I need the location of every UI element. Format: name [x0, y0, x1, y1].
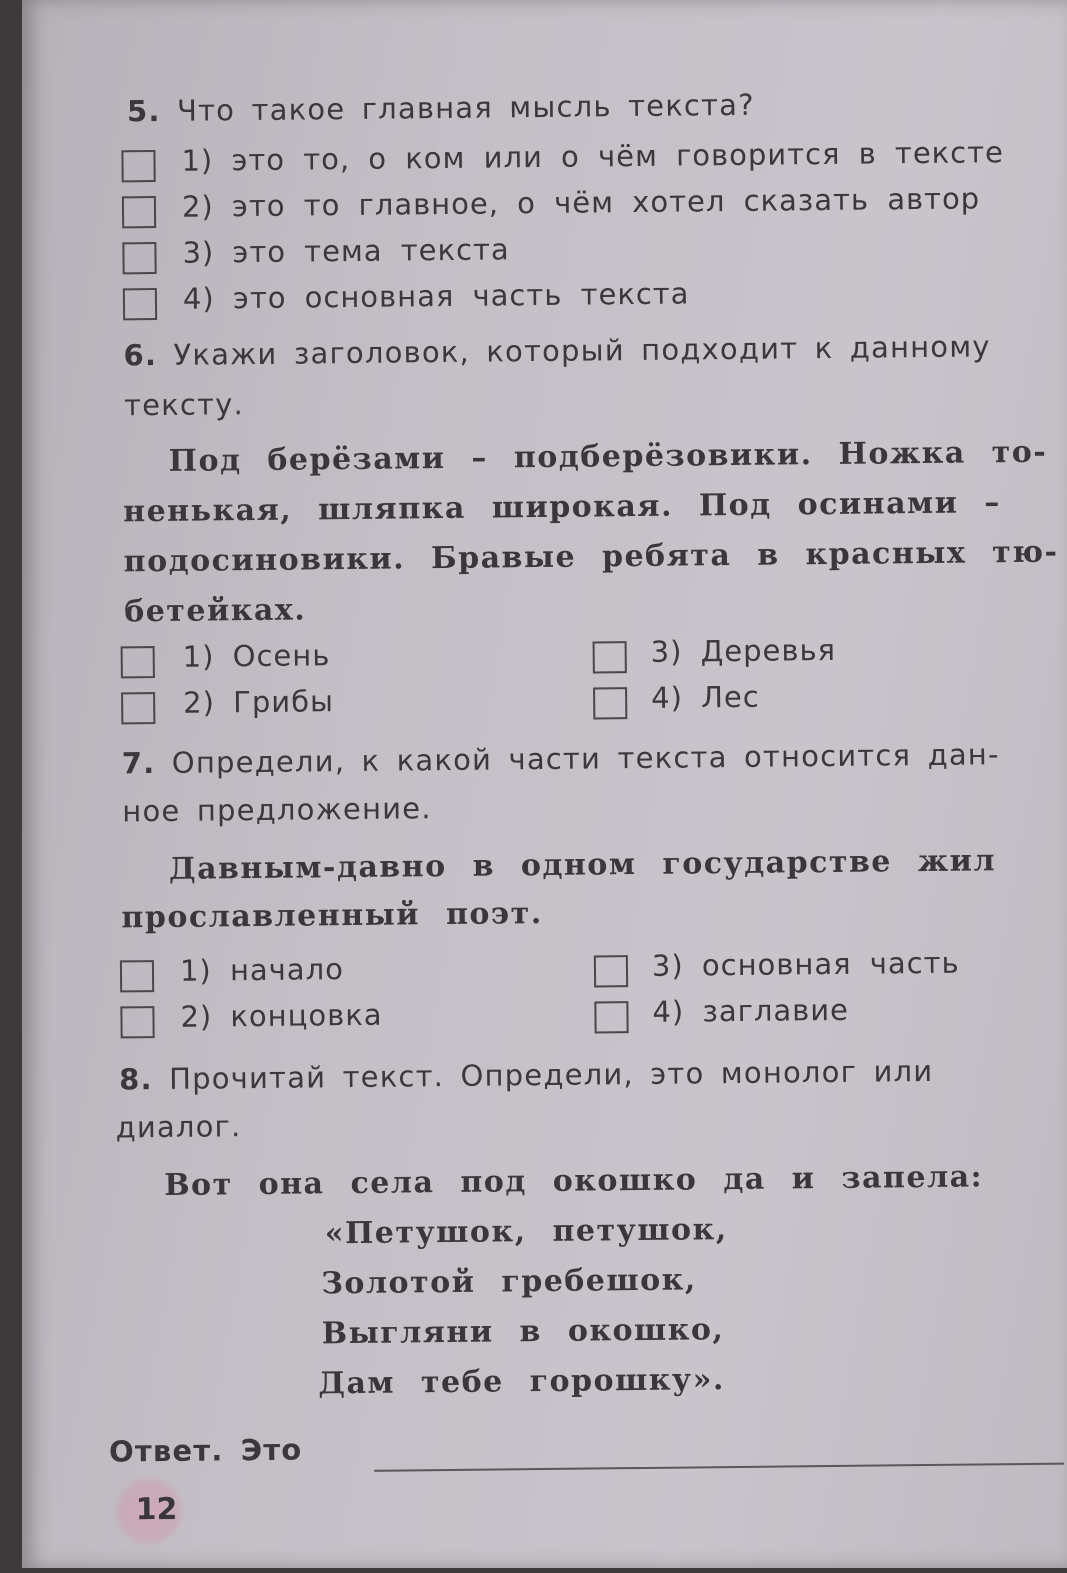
q6-option-1-label: 1) Осень [182, 638, 331, 674]
q6-passage-line4: бетейках. [124, 592, 307, 630]
q7-passage-line1: Давным-давно в одном государстве жил [168, 843, 997, 887]
question-5-number: 5. [126, 93, 161, 129]
q6-option-2-checkbox[interactable] [121, 692, 155, 724]
q5-option-4-checkbox[interactable] [123, 288, 157, 320]
q7-passage-line2: прославленный поэт. [121, 896, 543, 936]
q5-option-1-checkbox[interactable] [121, 150, 155, 182]
q7-option-3-checkbox[interactable] [594, 955, 628, 987]
q8-poem-line2: Золотой гребешок, [321, 1262, 697, 1302]
answer-label: Ответ. Это [108, 1432, 303, 1469]
q6-passage-line1: Под берёзами – подберёзовики. Ножка то- [168, 434, 1048, 479]
page-number: 12 [135, 1491, 178, 1528]
q5-option-2-label: 2) это то главное, о чём хотел сказать автор [181, 181, 981, 224]
question-6-text-line1: Укажи заголовок, который подходит к данному [173, 329, 991, 372]
question-7-text-line1: Определи, к какой части текста относится дан- [171, 737, 1000, 780]
q5-option-4-label: 4) это основная часть текста [182, 276, 690, 316]
q8-poem-line3: Выгляни в окошко, [321, 1312, 725, 1352]
q7-option-1-label: 1) начало [179, 952, 345, 988]
q6-option-3-checkbox[interactable] [593, 641, 627, 673]
question-7-number: 7. [121, 746, 156, 781]
q7-option-4-checkbox[interactable] [594, 1001, 628, 1033]
q5-option-2-checkbox[interactable] [122, 196, 156, 228]
page-number-badge [113, 1474, 184, 1549]
workbook-page [22, 0, 1067, 1568]
question-7-heading [122, 737, 1000, 780]
q8-poem-line4: Дам тебе горошку». [318, 1362, 726, 1402]
q7-option-2-checkbox[interactable] [120, 1006, 154, 1038]
q6-option-4-label: 4) Лес [650, 679, 760, 715]
q6-option-4-checkbox[interactable] [593, 687, 627, 719]
q7-option-1-checkbox[interactable] [120, 960, 154, 992]
page-content [14, 0, 1067, 1573]
question-7-text-line2: ное предложение. [122, 791, 432, 829]
question-8-heading [119, 1054, 934, 1097]
answer-input-line[interactable] [374, 1463, 1064, 1472]
q6-option-1-checkbox[interactable] [121, 646, 155, 678]
q6-passage-line3: подосиновики. Бравые ребята в красных тю- [123, 534, 1059, 580]
q7-option-4-label: 4) заглавие [652, 992, 850, 1029]
question-6-heading [123, 329, 991, 372]
question-5-text: Что такое главная мысль текста? [176, 87, 755, 128]
q6-passage-line2: ненькая, шляпка широкая. Под осинами – [122, 485, 1001, 530]
q7-option-3-label: 3) основная часть [651, 945, 960, 983]
q8-poem-line1: «Петушок, петушок, [324, 1212, 728, 1252]
q7-option-2-label: 2) концовка [180, 997, 383, 1034]
q5-option-1-label: 1) это то, о ком или о чём говорится в тексте [181, 135, 1005, 178]
q6-option-2-label: 2) Грибы [182, 684, 335, 720]
q5-option-3-checkbox[interactable] [122, 242, 156, 274]
q8-passage-intro: Вот она села под окошко да и запела: [164, 1159, 984, 1203]
question-8-text-line2: диалог. [115, 1109, 242, 1145]
q5-option-3-label: 3) это тема текста [182, 232, 510, 270]
question-8-number: 8. [118, 1062, 153, 1097]
question-6-number: 6. [123, 338, 158, 373]
question-6-text-line2: тексту. [123, 387, 245, 423]
question-5-heading [127, 88, 755, 129]
question-8-text-line1: Прочитай текст. Определи, это монолог или [168, 1053, 934, 1096]
q6-option-3-label: 3) Деревья [650, 632, 837, 669]
